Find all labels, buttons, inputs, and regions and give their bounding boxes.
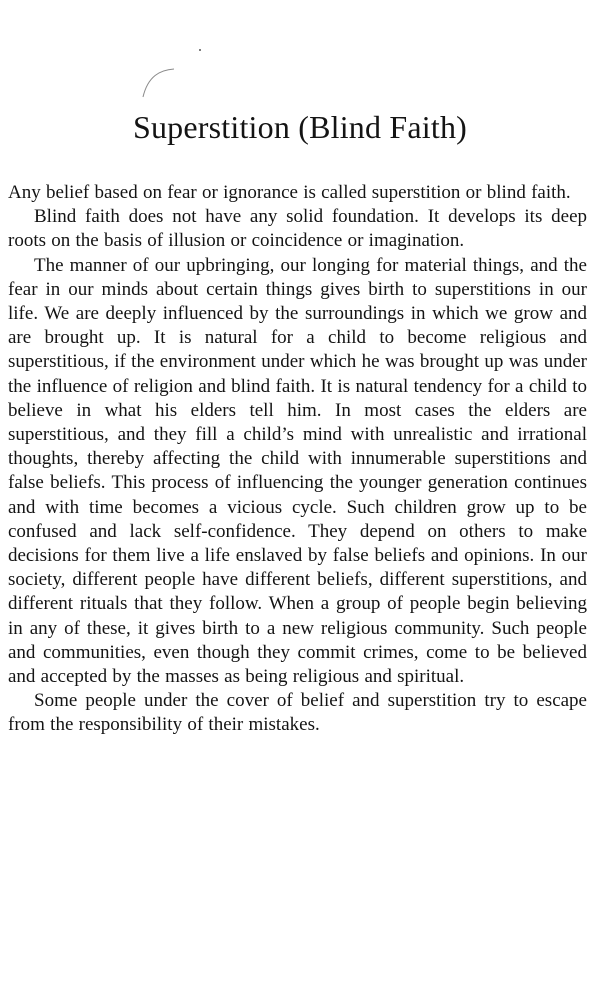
chapter-title: Superstition (Blind Faith) <box>132 109 468 145</box>
paragraph-4: Some people under the cover of belief and superstition try to escape from the responsibility of their mistakes. <box>8 690 587 736</box>
chapter-body <box>8 181 587 738</box>
scan-speck <box>199 49 201 51</box>
paragraph-3: The manner of our upbringing, our longing for material things, and the fear in our minds about certain things gives birth to superstitions in our life. We are deeply influenced by the surroundings in which we grow and are brought up. It is natural for a child to become religious and superstitious, if the environment under which he was brought up was under the influence of religion and blind faith. It is natural tendency for a child to believe in what his elders tell him. In most cases the elders are superstitious, and they fill a child’s mind with unrealistic and irrational thoughts, thereby affecting the child with innumerable superstitions and false beliefs. This process of influencing the younger generation continues and with time becomes a vicious cycle. Such children grow up to be confused and lack self-confidence. They depend on others to make decisions for them live a life enslaved by false beliefs and opinions. In our society, different people have different beliefs, different superstitions, and different rituals that they follow. When a group of people begin believing in any of these, it gives birth to a new religious community. Such people and communities, even though they commit crimes, come to be believed and accepted by the masses as being religious and spiritual. <box>8 254 587 688</box>
pencil-mark <box>140 66 176 100</box>
paragraph-1: Any belief based on fear or ignorance is called superstition or blind faith. <box>8 182 571 203</box>
paragraph-2: Blind faith does not have any solid foundation. It develops its deep roots on the basis of illusion or coincidence or imagination. <box>8 206 587 252</box>
